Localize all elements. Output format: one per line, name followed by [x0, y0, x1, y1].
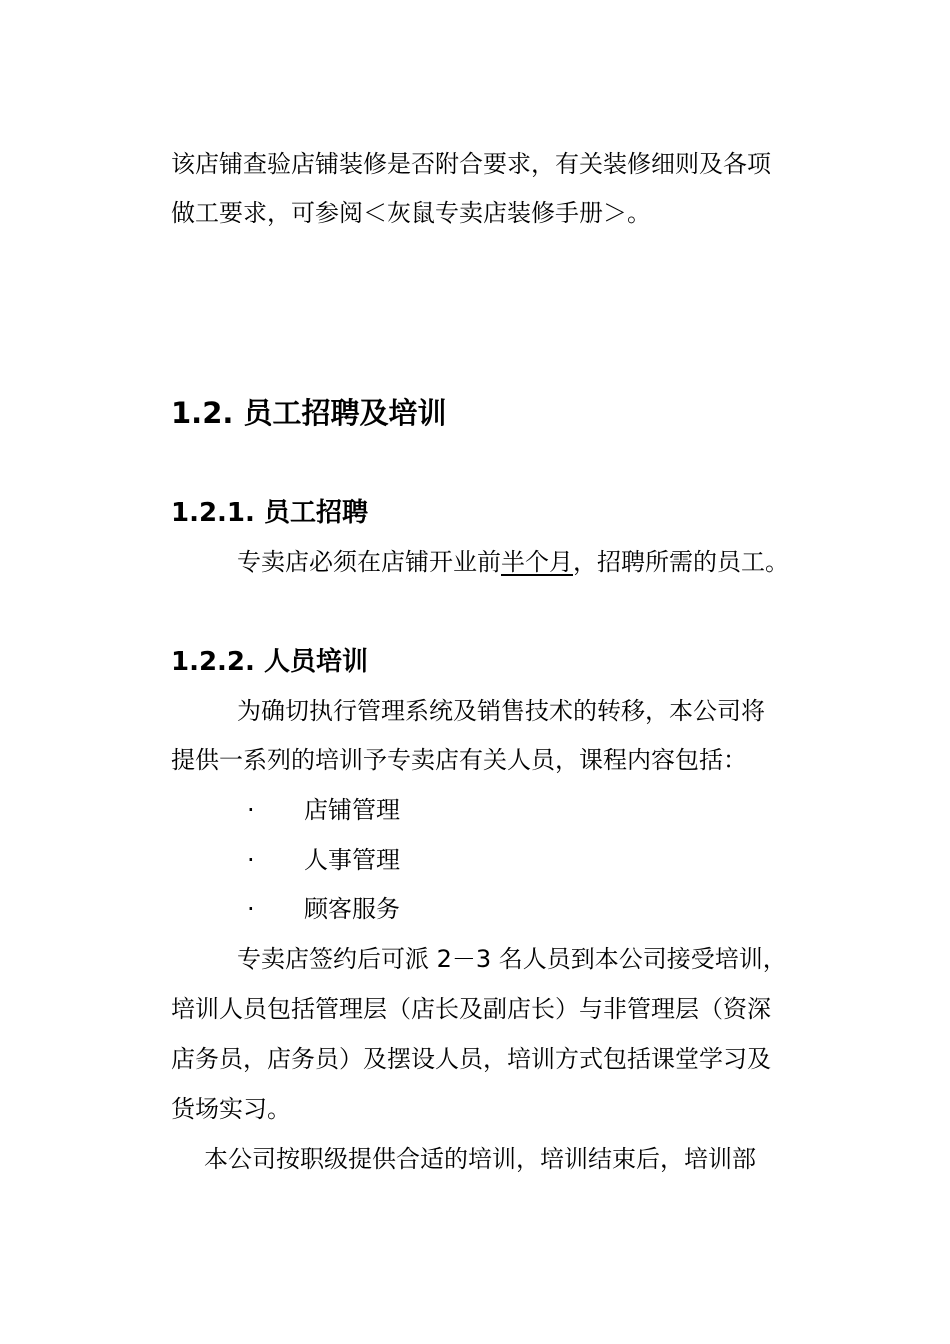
training-para2-line2: 培训人员包括管理层（店长及副店长）与非管理层（资深 [171, 995, 771, 1023]
section-heading-1-2-1: 1.2.1. 员工招聘 [171, 498, 368, 528]
bullet-dot: · [247, 796, 255, 824]
intro-line-2: 做工要求，可参阅＜灰鼠专卖店装修手册＞。 [171, 199, 651, 227]
section-heading-1-2: 1.2. 员工招聘及培训 [171, 396, 447, 430]
recruit-underlined-text: 半个月 [501, 548, 573, 576]
training-para2-line1: 专卖店签约后可派 2－3 名人员到本公司接受培训， [237, 945, 787, 973]
training-para2-line3: 店务员，店务员）及摆设人员，培训方式包括课堂学习及 [171, 1045, 771, 1073]
recruit-text-after: ，招聘所需的员工。 [573, 548, 789, 576]
training-para1-line2: 提供一系列的培训予专卖店有关人员，课程内容包括： [171, 746, 747, 774]
bullet-item: 人事管理 [304, 846, 400, 874]
training-para1-line1: 为确切执行管理系统及销售技术的转移，本公司将 [237, 697, 765, 725]
bullet-dot: · [247, 846, 255, 874]
bullet-dot: · [247, 895, 255, 923]
intro-line-1: 该店铺查验店铺装修是否附合要求，有关装修细则及各项 [171, 150, 771, 178]
recruit-text-before: 专卖店必须在店铺开业前 [237, 548, 501, 576]
bullet-item: 店铺管理 [304, 796, 400, 824]
training-para3-line1: 本公司按职级提供合适的培训，培训结束后，培训部 [204, 1145, 756, 1173]
training-para2-line4: 货场实习。 [171, 1095, 291, 1123]
bullet-item: 顾客服务 [304, 895, 400, 923]
section-heading-1-2-2: 1.2.2. 人员培训 [171, 647, 368, 677]
recruit-paragraph [237, 546, 789, 578]
